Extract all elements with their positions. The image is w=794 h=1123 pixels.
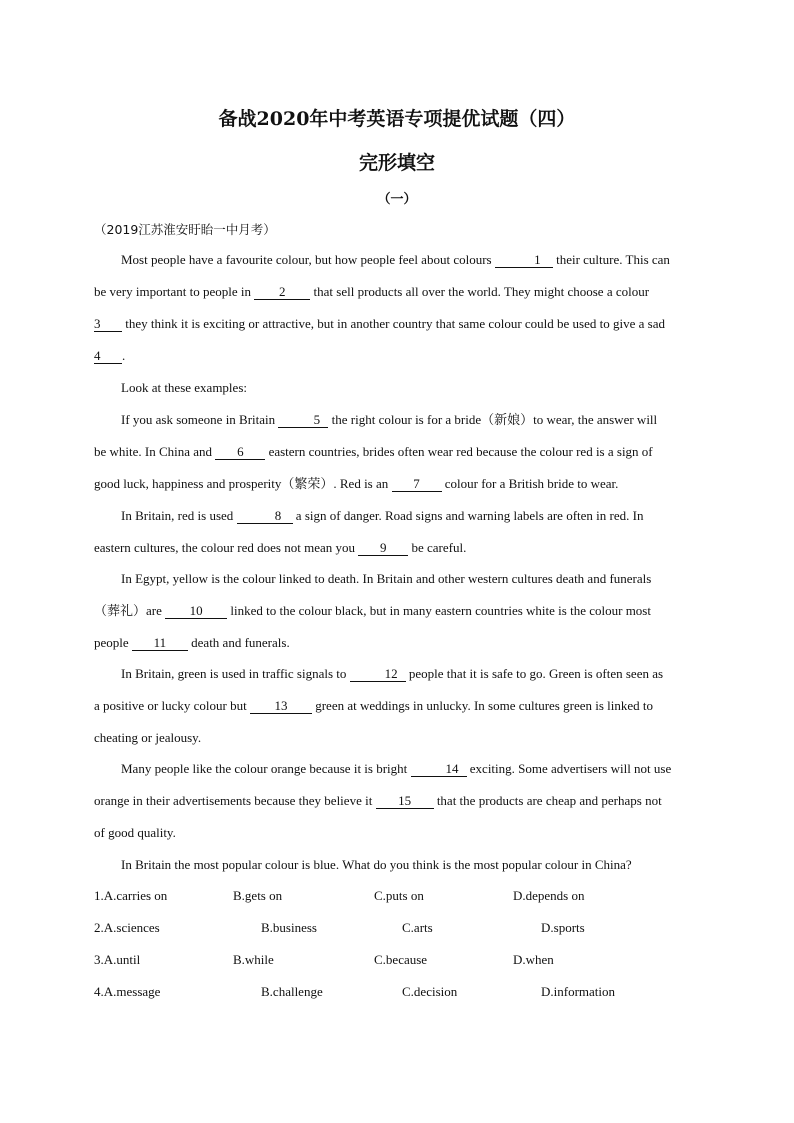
blank-11: 11: [132, 636, 188, 651]
blank-6: 6: [215, 445, 265, 460]
section-title: 完形填空: [358, 152, 435, 174]
paragraph-line: orange in their advertisements because they believe it 15 that the products are cheap and perhaps not: [94, 793, 662, 808]
option-a: 3.A.until: [94, 952, 141, 967]
option-a: 2.A.sciences: [94, 920, 160, 935]
blank-2: 2: [254, 285, 310, 300]
paragraph-line: be white. In China and 6 eastern countries, brides often wear red because the colour red is a sign of: [94, 444, 653, 459]
paragraph-1: [94, 244, 718, 372]
paragraph-line: people 11 death and funerals.: [94, 635, 290, 650]
blank-14: 14: [411, 762, 467, 777]
paragraph-line: 4 .: [94, 348, 126, 363]
blank-7: 7: [392, 477, 442, 492]
paragraph-3: [94, 404, 718, 500]
paragraph-line: 3 they think it is exciting or attractive, but in another country that same colour could be used to give a sad: [94, 316, 665, 331]
part-number: （一）: [377, 192, 417, 207]
paragraph-2: Look at these examples:: [121, 380, 247, 395]
blank-5: 5: [278, 413, 328, 428]
paragraph-line: a positive or lucky colour but 13 green at weddings in unlucky. In some cultures green is linked to: [94, 698, 654, 713]
blank-15: 15: [376, 794, 434, 809]
option-d: D.when: [513, 952, 554, 967]
option-d: D.depends on: [513, 888, 585, 903]
option-c: C.puts on: [374, 888, 424, 903]
paragraph-6: [94, 658, 718, 754]
paragraph-5: [94, 563, 718, 659]
paragraph-4: [94, 500, 718, 564]
paragraph-line: be very important to people in 2 that sell products all over the world. They might choose a colour: [94, 284, 650, 299]
option-b: B.gets on: [233, 888, 283, 903]
paragraph-line: eastern cultures, the colour red does not mean you 9 be careful.: [94, 540, 467, 555]
exam-source: （2019江苏淮安盱眙一中月考）: [94, 222, 276, 237]
option-d: D.sports: [541, 920, 585, 935]
paragraph-line: In Britain, red is used 8 a sign of danger. Road signs and warning labels are often in red. In: [121, 508, 644, 523]
paragraph-line: In Egypt, yellow is the colour linked to death. In Britain and other western cultures death and funerals: [121, 571, 652, 586]
option-c: C.because: [374, 952, 428, 967]
option-c: C.arts: [402, 920, 433, 935]
paragraph-line: Many people like the colour orange because it is bright 14 exciting. Some advertisers will not use: [121, 761, 672, 776]
blank-4: 4: [94, 349, 122, 364]
blank-1: 1: [495, 253, 553, 268]
document-title: 备战2020年中考英语专项提优试题（四）: [218, 108, 576, 130]
paragraph-line: Most people have a favourite colour, but how people feel about colours 1 their culture. This can: [121, 252, 670, 267]
option-c: C.decision: [402, 984, 458, 999]
option-b: B.business: [261, 920, 317, 935]
blank-3: 3: [94, 317, 122, 332]
paragraph-line: of good quality.: [94, 825, 176, 840]
paragraph-7: [94, 753, 718, 849]
blank-8: 8: [237, 509, 293, 524]
option-a: 1.A.carries on: [94, 888, 168, 903]
option-d: D.information: [541, 984, 616, 999]
blank-9: 9: [358, 541, 408, 556]
paragraph-line: cheating or jealousy.: [94, 730, 202, 745]
paragraph-line: If you ask someone in Britain 5 the right colour is for a bride（新娘）to wear, the answer will: [121, 412, 658, 427]
paragraph-line: good luck, happiness and prosperity（繁荣）. Red is an 7 colour for a British bride to wear.: [94, 476, 619, 491]
blank-13: 13: [250, 699, 312, 714]
paragraph-line: （葬礼）are 10 linked to the colour black, but in many eastern countries white is the colour most: [94, 603, 651, 618]
option-a: 4.A.message: [94, 984, 161, 999]
paragraph-8: In Britain the most popular colour is blue. What do you think is the most popular colour in China?: [121, 857, 632, 872]
option-b: B.challenge: [261, 984, 323, 999]
paragraph-line: In Britain, green is used in traffic signals to 12 people that it is safe to go. Green is often seen as: [121, 666, 664, 681]
option-b: B.while: [233, 952, 274, 967]
blank-10: 10: [165, 604, 227, 619]
blank-12: 12: [350, 667, 406, 682]
